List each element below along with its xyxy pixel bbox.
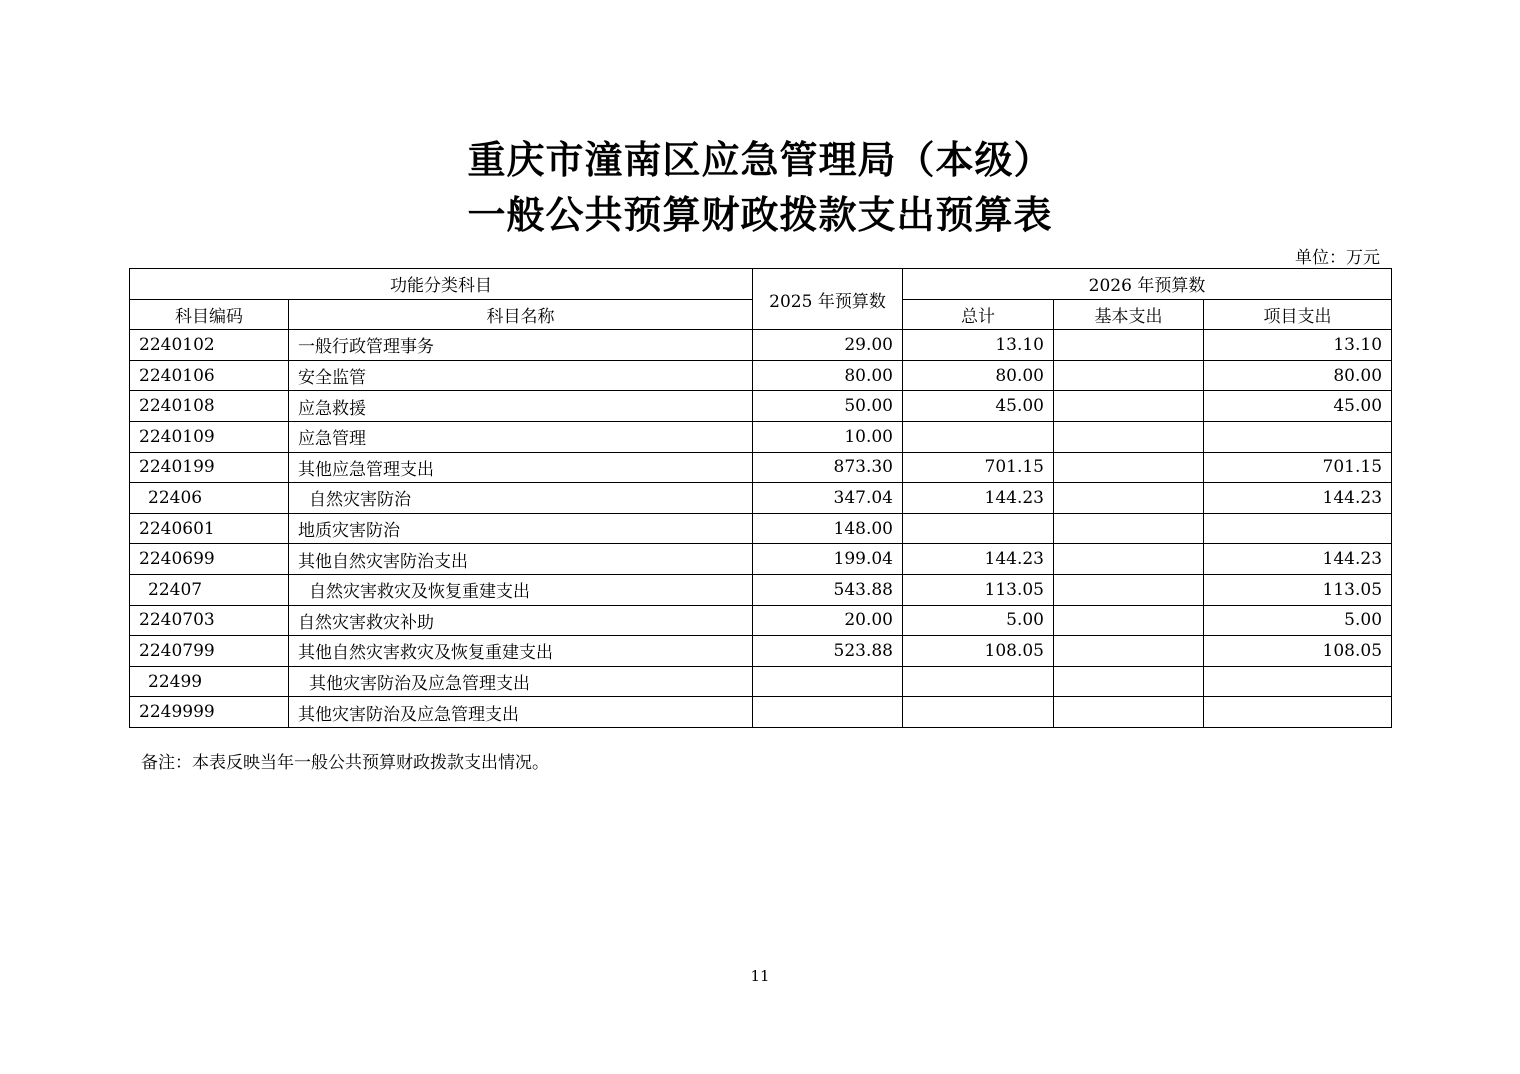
total-cell xyxy=(903,697,1054,728)
basic-cell xyxy=(1054,330,1204,361)
name-cell: 其他自然灾害救灾及恢复重建支出 xyxy=(289,636,753,667)
project-cell: 144.23 xyxy=(1204,544,1392,575)
total-cell: 701.15 xyxy=(903,452,1054,483)
table-row xyxy=(130,513,1392,544)
code-cell: 2240199 xyxy=(130,452,289,483)
total-cell: 45.00 xyxy=(903,391,1054,422)
budget-2025-cell: 80.00 xyxy=(753,360,903,391)
header-code: 科目编码 xyxy=(130,299,289,330)
code-cell: 22407 xyxy=(130,574,289,605)
basic-cell xyxy=(1054,483,1204,514)
unit-label: 单位：万元 xyxy=(1295,248,1380,268)
project-cell: 13.10 xyxy=(1204,330,1392,361)
name-cell: 自然灾害救灾补助 xyxy=(289,605,753,636)
code-cell: 2240703 xyxy=(130,605,289,636)
total-cell: 80.00 xyxy=(903,360,1054,391)
budget-2025-cell xyxy=(753,697,903,728)
header-function-category: 功能分类科目 xyxy=(130,269,753,300)
budget-table xyxy=(129,268,1392,728)
code-cell: 2240108 xyxy=(130,391,289,422)
project-cell: 144.23 xyxy=(1204,483,1392,514)
code-cell: 2240699 xyxy=(130,544,289,575)
header-row-1 xyxy=(130,269,1392,300)
total-cell: 108.05 xyxy=(903,636,1054,667)
budget-2025-cell: 199.04 xyxy=(753,544,903,575)
code-cell: 22499 xyxy=(130,666,289,697)
table-row xyxy=(130,697,1392,728)
table-row xyxy=(130,391,1392,422)
table-row xyxy=(130,605,1392,636)
code-cell: 2249999 xyxy=(130,697,289,728)
project-cell: 701.15 xyxy=(1204,452,1392,483)
basic-cell xyxy=(1054,605,1204,636)
name-cell: 一般行政管理事务 xyxy=(289,330,753,361)
code-cell: 2240106 xyxy=(130,360,289,391)
code-cell: 2240601 xyxy=(130,513,289,544)
total-cell: 144.23 xyxy=(903,483,1054,514)
header-total: 总计 xyxy=(903,299,1054,330)
name-cell: 其他应急管理支出 xyxy=(289,452,753,483)
project-cell: 80.00 xyxy=(1204,360,1392,391)
page-title-line-1: 重庆市潼南区应急管理局（本级） xyxy=(467,137,1053,182)
basic-cell xyxy=(1054,666,1204,697)
page-number: 11 xyxy=(750,967,770,985)
project-cell: 113.05 xyxy=(1204,574,1392,605)
header-budget-2025: 2025 年预算数 xyxy=(753,269,903,330)
header-budget-2026: 2026 年预算数 xyxy=(903,269,1392,300)
name-cell: 其他灾害防治及应急管理支出 xyxy=(289,697,753,728)
table-row xyxy=(130,666,1392,697)
budget-2025-cell: 20.00 xyxy=(753,605,903,636)
name-cell: 其他灾害防治及应急管理支出 xyxy=(289,666,753,697)
basic-cell xyxy=(1054,636,1204,667)
header-basic: 基本支出 xyxy=(1054,299,1204,330)
budget-2025-cell: 50.00 xyxy=(753,391,903,422)
project-cell xyxy=(1204,697,1392,728)
total-cell xyxy=(903,666,1054,697)
table-row xyxy=(130,574,1392,605)
budget-2025-cell: 29.00 xyxy=(753,330,903,361)
code-cell: 2240109 xyxy=(130,421,289,452)
total-cell: 5.00 xyxy=(903,605,1054,636)
project-cell xyxy=(1204,666,1392,697)
table-note: 备注：本表反映当年一般公共预算财政拨款支出情况。 xyxy=(141,753,549,773)
basic-cell xyxy=(1054,574,1204,605)
header-name: 科目名称 xyxy=(289,299,753,330)
budget-2025-cell: 148.00 xyxy=(753,513,903,544)
budget-2025-cell xyxy=(753,666,903,697)
name-cell: 应急救援 xyxy=(289,391,753,422)
name-cell: 地质灾害防治 xyxy=(289,513,753,544)
budget-2025-cell: 543.88 xyxy=(753,574,903,605)
code-cell: 2240799 xyxy=(130,636,289,667)
total-cell xyxy=(903,421,1054,452)
name-cell: 安全监管 xyxy=(289,360,753,391)
basic-cell xyxy=(1054,452,1204,483)
table-row xyxy=(130,360,1392,391)
name-cell: 应急管理 xyxy=(289,421,753,452)
project-cell: 5.00 xyxy=(1204,605,1392,636)
header-project: 项目支出 xyxy=(1204,299,1392,330)
basic-cell xyxy=(1054,544,1204,575)
project-cell xyxy=(1204,513,1392,544)
name-cell: 自然灾害救灾及恢复重建支出 xyxy=(289,574,753,605)
total-cell: 144.23 xyxy=(903,544,1054,575)
budget-2025-cell: 873.30 xyxy=(753,452,903,483)
project-cell: 108.05 xyxy=(1204,636,1392,667)
table-body xyxy=(130,330,1392,728)
name-cell: 自然灾害防治 xyxy=(289,483,753,514)
table-row xyxy=(130,636,1392,667)
basic-cell xyxy=(1054,391,1204,422)
total-cell: 113.05 xyxy=(903,574,1054,605)
basic-cell xyxy=(1054,513,1204,544)
code-cell: 2240102 xyxy=(130,330,289,361)
table-row xyxy=(130,483,1392,514)
table-row xyxy=(130,544,1392,575)
project-cell: 45.00 xyxy=(1204,391,1392,422)
budget-2025-cell: 10.00 xyxy=(753,421,903,452)
code-cell: 22406 xyxy=(130,483,289,514)
basic-cell xyxy=(1054,360,1204,391)
total-cell xyxy=(903,513,1054,544)
budget-2025-cell: 347.04 xyxy=(753,483,903,514)
basic-cell xyxy=(1054,697,1204,728)
total-cell: 13.10 xyxy=(903,330,1054,361)
table-row xyxy=(130,330,1392,361)
budget-2025-cell: 523.88 xyxy=(753,636,903,667)
basic-cell xyxy=(1054,421,1204,452)
page-title-line-2: 一般公共预算财政拨款支出预算表 xyxy=(467,192,1053,237)
table-row xyxy=(130,421,1392,452)
name-cell: 其他自然灾害防治支出 xyxy=(289,544,753,575)
project-cell xyxy=(1204,421,1392,452)
table-row xyxy=(130,452,1392,483)
